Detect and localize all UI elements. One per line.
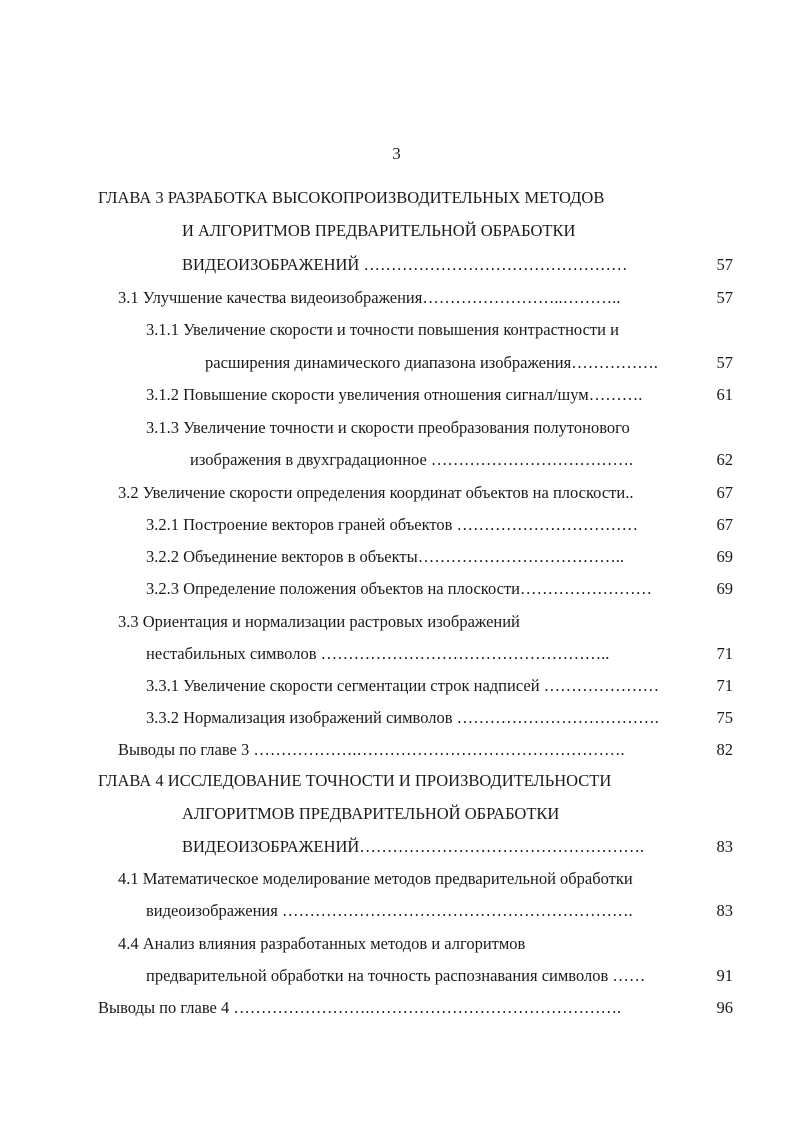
toc-section-3-3-2: 3.3.2 Нормализация изображений символов ………………………………. <box>146 708 659 727</box>
toc-section-3-2-page: 67 <box>716 483 733 502</box>
toc-chapter3-page: 57 <box>716 255 733 274</box>
toc-section-3-2-2: 3.2.2 Объединение векторов в объекты……………………………….. <box>146 547 624 566</box>
toc-section-4-1-page: 83 <box>716 901 733 920</box>
toc-conclusions-chapter4-page: 96 <box>716 998 733 1017</box>
toc-chapter3-title-line3: ВИДЕОИЗОБРАЖЕНИЙ ………………………………………… <box>182 255 628 274</box>
toc-conclusions-chapter3-page: 82 <box>716 740 733 759</box>
toc-section-4-4-page: 91 <box>716 966 733 985</box>
toc-section-3-3-1: 3.3.1 Увеличение скорости сегментации строк надписей ………………… <box>146 676 660 695</box>
toc-section-3-1-3-line2: изображения в двухградационное ………………………………. <box>190 450 634 469</box>
toc-section-3-2-2-page: 69 <box>716 547 733 566</box>
toc-conclusions-chapter3: Выводы по главе 3 ……………….…………………………………………. <box>118 740 625 759</box>
toc-section-3-2-1: 3.2.1 Построение векторов граней объектов …………………………… <box>146 515 639 534</box>
toc-chapter4-title-line3: ВИДЕОИЗОБРАЖЕНИЙ……………………………………………. <box>182 837 644 856</box>
toc-section-3-2-3: 3.2.3 Определение положения объектов на плоскости…………………… <box>146 579 653 598</box>
toc-section-3-1-1-page: 57 <box>716 353 733 372</box>
toc-chapter3-title-line2: И АЛГОРИТМОВ ПРЕДВАРИТЕЛЬНОЙ ОБРАБОТКИ <box>182 221 576 240</box>
toc-chapter4-title-line1: ГЛАВА 4 ИССЛЕДОВАНИЕ ТОЧНОСТИ И ПРОИЗВОДИТЕЛЬНОСТИ <box>98 771 612 790</box>
toc-section-3-3-2-page: 75 <box>716 708 733 727</box>
toc-section-4-4-line1: 4.4 Анализ влияния разработанных методов и алгоритмов <box>118 934 526 953</box>
toc-section-3-1-3-line1: 3.1.3 Увеличение точности и скорости преобразования полутонового <box>146 418 630 437</box>
toc-conclusions-chapter4: Выводы по главе 4 …………………….………………………………………. <box>98 998 622 1017</box>
toc-section-3-3-line2: нестабильных символов …………………………………………….. <box>146 644 610 663</box>
toc-section-4-1-line1: 4.1 Математическое моделирование методов предварительной обработки <box>118 869 633 888</box>
toc-section-3-2-1-page: 67 <box>716 515 733 534</box>
toc-chapter4-page: 83 <box>716 837 733 856</box>
toc-section-3-2-3-page: 69 <box>716 579 733 598</box>
toc-section-3-3-1-page: 71 <box>716 676 733 695</box>
toc-section-3-1-1-line1: 3.1.1 Увеличение скорости и точности повышения контрастности и <box>146 320 619 339</box>
toc-section-4-4-line2: предварительной обработки на точность распознавания символов …… <box>146 966 646 985</box>
toc-chapter3-title-line1: ГЛАВА 3 РАЗРАБОТКА ВЫСОКОПРОИЗВОДИТЕЛЬНЫХ МЕТОДОВ <box>98 188 605 207</box>
toc-section-3-3-line1: 3.3 Ориентация и нормализации растровых изображений <box>118 612 520 631</box>
toc-section-3-1: 3.1 Улучшение качества видеоизображения……………………..……….. <box>118 288 621 307</box>
toc-section-3-1-page: 57 <box>716 288 733 307</box>
toc-section-3-2: 3.2 Увеличение скорости определения координат объектов на плоскости.. <box>118 483 634 502</box>
toc-section-4-1-line2: видеоизображения ………………………………………………………. <box>146 901 633 920</box>
toc-chapter4-title-line2: АЛГОРИТМОВ ПРЕДВАРИТЕЛЬНОЙ ОБРАБОТКИ <box>182 804 560 823</box>
toc-section-3-1-3-page: 62 <box>716 450 733 469</box>
page-number: 3 <box>392 144 401 163</box>
toc-section-3-1-1-line2: расширения динамического диапазона изображения……………. <box>205 353 658 372</box>
toc-section-3-3-page: 71 <box>716 644 733 663</box>
toc-section-3-1-2-page: 61 <box>716 385 733 404</box>
toc-section-3-1-2: 3.1.2 Повышение скорости увеличения отношения сигнал/шум………. <box>146 385 643 404</box>
